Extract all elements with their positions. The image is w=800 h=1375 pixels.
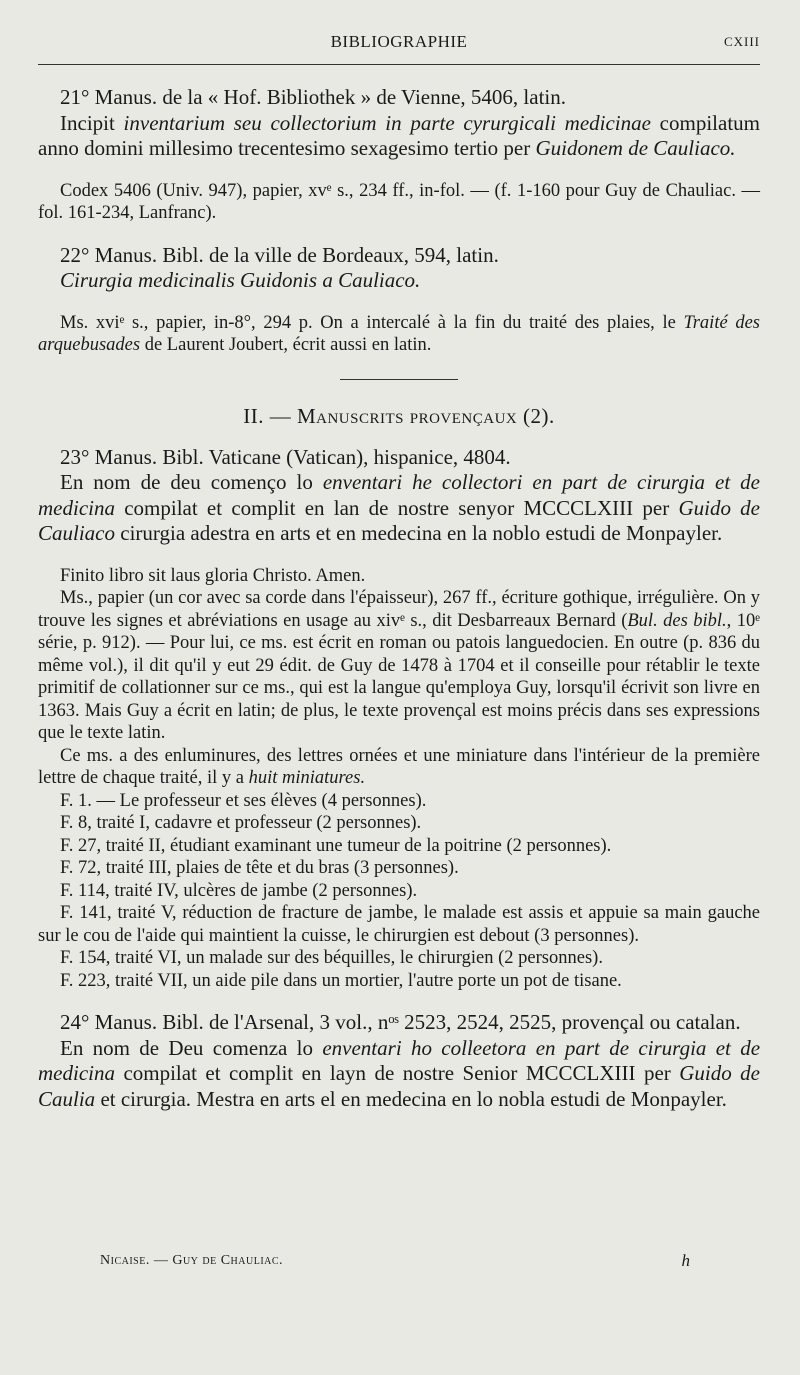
entry-23-explicit: Finito libro sit laus gloria Christo. Amen.	[60, 565, 366, 586]
text-span: compilat et complit en layn de nostre Senior MCCCLXIII per	[114, 1061, 680, 1085]
entry-22-heading: 22° Manus. Bibl. de la ville de Bordeaux, 594, latin.	[60, 242, 499, 267]
italic-span: enventari he collectori en part de cirurgia et de medicina	[38, 470, 760, 520]
text-span: Ms., papier (un cor avec sa corde dans l'épaisseur), 267 ff., écriture gothique, irrégulière. On y trouve les signes et abréviations en usage au xivᵉ s., dit Desbarreaux Bernard (	[38, 588, 760, 631]
text-span: Ce ms. a des enluminures, des lettres ornées et une miniature dans l'intérieur de la première lettre de chaque traité, il y a	[38, 745, 760, 788]
text-span: de Laurent Joubert, écrit aussi en latin.	[140, 335, 432, 355]
folio-item: F. 141, traité V, réduction de fracture de jambe, le malade est assis et appuie sa main gauche sur le cou de l'aide qui maintient la cuisse, le chirurgien est debout (3 personnes).	[38, 903, 760, 946]
entry-23-heading: 23° Manus. Bibl. Vaticane (Vatican), hispanice, 4804.	[60, 444, 511, 469]
italic-span: Bul. des bibl.	[627, 610, 727, 631]
folio-item: F. 8, traité I, cadavre et professeur (2 personnes).	[60, 813, 422, 833]
italic-span: inventarium seu collectorium in parte cyrurgicali medicinae	[123, 110, 651, 135]
text-span: et cirurgia. Mestra en arts el en medecina en lo nobla estudi de Monpayler.	[95, 1086, 727, 1111]
italic-span: huit miniatures.	[248, 768, 366, 788]
text-span: Ms. xviᵉ s., papier, in-8°, 294 p. On a intercalé à la fin du traité des plaies, le	[60, 312, 684, 333]
running-head	[38, 0, 760, 50]
section-title	[38, 404, 760, 429]
section-separator	[340, 379, 458, 380]
italic-span: Guido de Caulia	[38, 1061, 760, 1111]
entry-24-heading: 24° Manus. Bibl. de l'Arsenal, 3 vol., nᵒˢ 2523, 2524, 2525, provençal ou catalan.	[60, 1010, 741, 1034]
text-span: En nom de Deu comenza lo	[60, 1035, 323, 1060]
entry-23-miniatures	[38, 745, 760, 790]
header-rule	[38, 64, 760, 65]
text-span: (2).	[517, 403, 555, 428]
footer-author: Nicaise. — Guy de Chauliac.	[100, 1253, 284, 1268]
entry-21-note: Codex 5406 (Univ. 947), papier, xvᵉ s., 234 ff., in-fol. — (f. 1-160 pour Guy de Chauliac. — fol. 161-234, Lanfranc).	[38, 180, 760, 223]
page-footer	[100, 1253, 700, 1269]
text-span: En nom de deu començo lo	[60, 470, 323, 494]
entry-22-title	[38, 268, 760, 294]
text-span: compilatum anno domini millesimo trecentesimo sexagesimo tertio per	[38, 110, 760, 160]
text-span: cirurgia adestra en arts et en medecina en la noblo estudi de Monpayler.	[115, 521, 723, 545]
folio-item: F. 1. — Le professeur et ses élèves (4 personnes).	[60, 790, 427, 811]
italic-span: Cirurgia medicinalis Guidonis a Cauliaco.	[60, 268, 421, 292]
entry-23-description	[38, 587, 760, 745]
entry-22-note	[38, 312, 760, 357]
folio-item: F. 72, traité III, plaies de tête et du bras (3 personnes).	[60, 858, 459, 878]
italic-span: Traité des arquebusades	[38, 312, 760, 355]
italic-span: Guidonem de Cauliaco.	[535, 136, 736, 160]
folio-item: F. 27, traité II, étudiant examinant une tumeur de la poitrine (2 personnes).	[60, 835, 612, 856]
text-span: compilat et complit en lan de nostre senyor MCCCLXIII per	[114, 495, 679, 520]
folio-number: CXIII	[723, 34, 760, 49]
signature-mark: h	[681, 1251, 690, 1270]
running-title: BIBLIOGRAPHIE	[330, 32, 468, 51]
text-span: Incipit	[60, 110, 124, 135]
folio-item: F. 223, traité VII, un aide pile dans un mortier, l'autre porte un pot de tisane.	[60, 970, 622, 991]
italic-span: enventari ho colleetora en part de cirurgia et de medicina	[38, 1035, 761, 1085]
entry-23-incipit	[38, 470, 760, 547]
entry-21-incipit	[38, 111, 760, 162]
smallcaps-span: Manuscrits provençaux	[296, 403, 518, 428]
folio-item: F. 114, traité IV, ulcères de jambe (2 personnes).	[60, 880, 418, 901]
text-span: , 10ᵉ série, p. 912). — Pour lui, ce ms. est écrit en roman ou patois languedocien. En outre (p. 836 du même vol.), il dit qu'il y eut 29 édit. de Guy de 1478 à 1704 et il conseille pour rétablir le texte primitif de collationner sur ce ms., qui est la langue qu'employa Guy, lorsqu'il écrivit son livre en 1363. Mais Guy a écrit en latin; de plus, le texte provençal est moins précis dans ses expressions que le texte latin.	[38, 610, 760, 743]
entry-21-heading: 21° Manus. de la « Hof. Bibliothek » de Vienne, 5406, latin.	[60, 85, 567, 109]
entry-24-incipit	[38, 1036, 760, 1113]
folio-item: F. 154, traité VI, un malade sur des béquilles, le chirurgien (2 personnes).	[60, 948, 603, 968]
text-span: II. —	[243, 403, 297, 428]
italic-span: Guido de Cauliaco	[38, 495, 760, 545]
